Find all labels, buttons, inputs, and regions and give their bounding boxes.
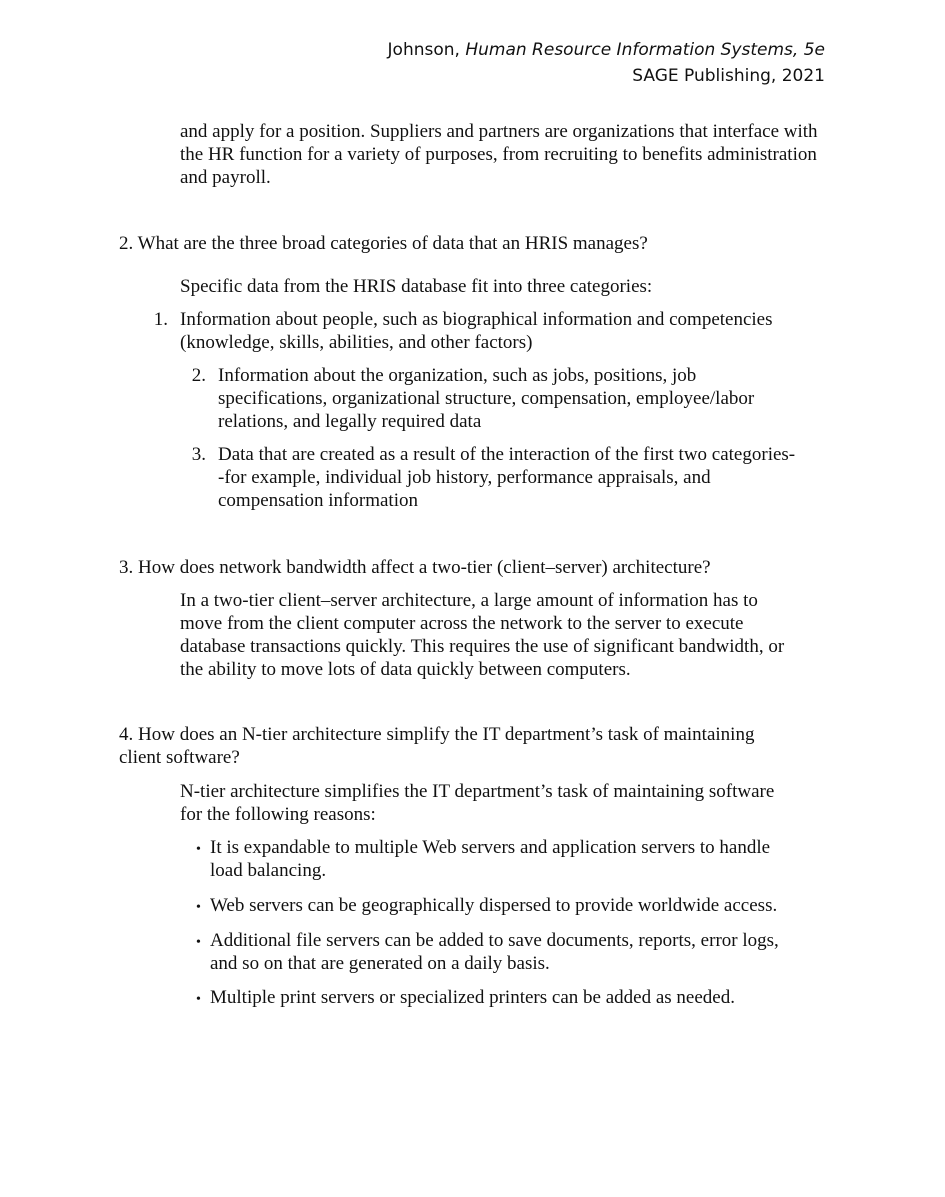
header-book-title: Human Resource Information Systems, 5e — [465, 40, 825, 60]
question-line: 4. How does an N-tier architecture simplify the IT department’s task of maintaining — [119, 724, 755, 745]
q2-lead: Specific data from the HRIS database fit into three categories: — [180, 276, 653, 297]
list-item-number: 2. — [191, 365, 206, 386]
bullet-glyph: • — [196, 842, 201, 857]
list-item-line: specifications, organizational structure, compensation, employee/labor — [218, 388, 755, 409]
bullet-glyph: • — [196, 935, 201, 950]
question-line: client software? — [119, 747, 240, 768]
answer-line: In a two-tier client–server architecture, a large amount of information has to — [180, 590, 758, 611]
bullet-line: and so on that are generated on a daily basis. — [210, 953, 550, 974]
bullet-line: Multiple print servers or specialized printers can be added as needed. — [210, 987, 735, 1008]
bullet-glyph: • — [196, 900, 201, 915]
list-item-line: Information about people, such as biographical information and competencies — [180, 309, 773, 330]
lead-line: N-tier architecture simplifies the IT department’s task of maintaining software — [180, 781, 775, 802]
list-item-number: 1. — [153, 309, 168, 330]
bullet-line: Web servers can be geographically dispersed to provide worldwide access. — [210, 895, 778, 916]
answer-line: the ability to move lots of data quickly between computers. — [180, 659, 631, 680]
question-3: 3. How does network bandwidth affect a two-tier (client–server) architecture? — [119, 557, 711, 578]
question-4 — [119, 723, 839, 769]
question-2: 2. What are the three broad categories of data that an HRIS manages? — [119, 233, 648, 254]
list-item-line: relations, and legally required data — [218, 411, 482, 432]
page-header — [388, 37, 825, 89]
q3-answer — [180, 589, 830, 681]
lead-line: for the following reasons: — [180, 804, 376, 825]
bullet-line: load balancing. — [210, 860, 327, 881]
list-item-line: Data that are created as a result of the interaction of the first two categories- — [218, 444, 796, 465]
q4-lead — [180, 780, 830, 826]
header-author: Johnson, — [387, 40, 460, 60]
header-publisher: SAGE Publishing, 2021 — [632, 66, 825, 86]
intro-paragraph — [180, 120, 830, 189]
bullet-glyph: • — [196, 992, 201, 1007]
list-item-line: compensation information — [218, 490, 418, 511]
list-item-line: Information about the organization, such as jobs, positions, job — [218, 365, 697, 386]
bullet-line: It is expandable to multiple Web servers and application servers to handle — [210, 837, 771, 858]
header-citation — [388, 37, 825, 63]
answer-line: move from the client computer across the network to the server to execute — [180, 613, 744, 634]
intro-paragraph-text: and apply for a position. Suppliers and partners are organizations that interface with the HR function for a variety of purposes, from recruiting to benefits administration and payroll. — [180, 121, 818, 188]
list-item-number: 3. — [191, 444, 206, 465]
bullet-line: Additional file servers can be added to save documents, reports, error logs, — [210, 930, 779, 951]
list-item-line: (knowledge, skills, abilities, and other factors) — [180, 332, 533, 353]
answer-line: database transactions quickly. This requires the use of significant bandwidth, or — [180, 636, 785, 657]
list-item-line: -for example, individual job history, performance appraisals, and — [218, 467, 711, 488]
